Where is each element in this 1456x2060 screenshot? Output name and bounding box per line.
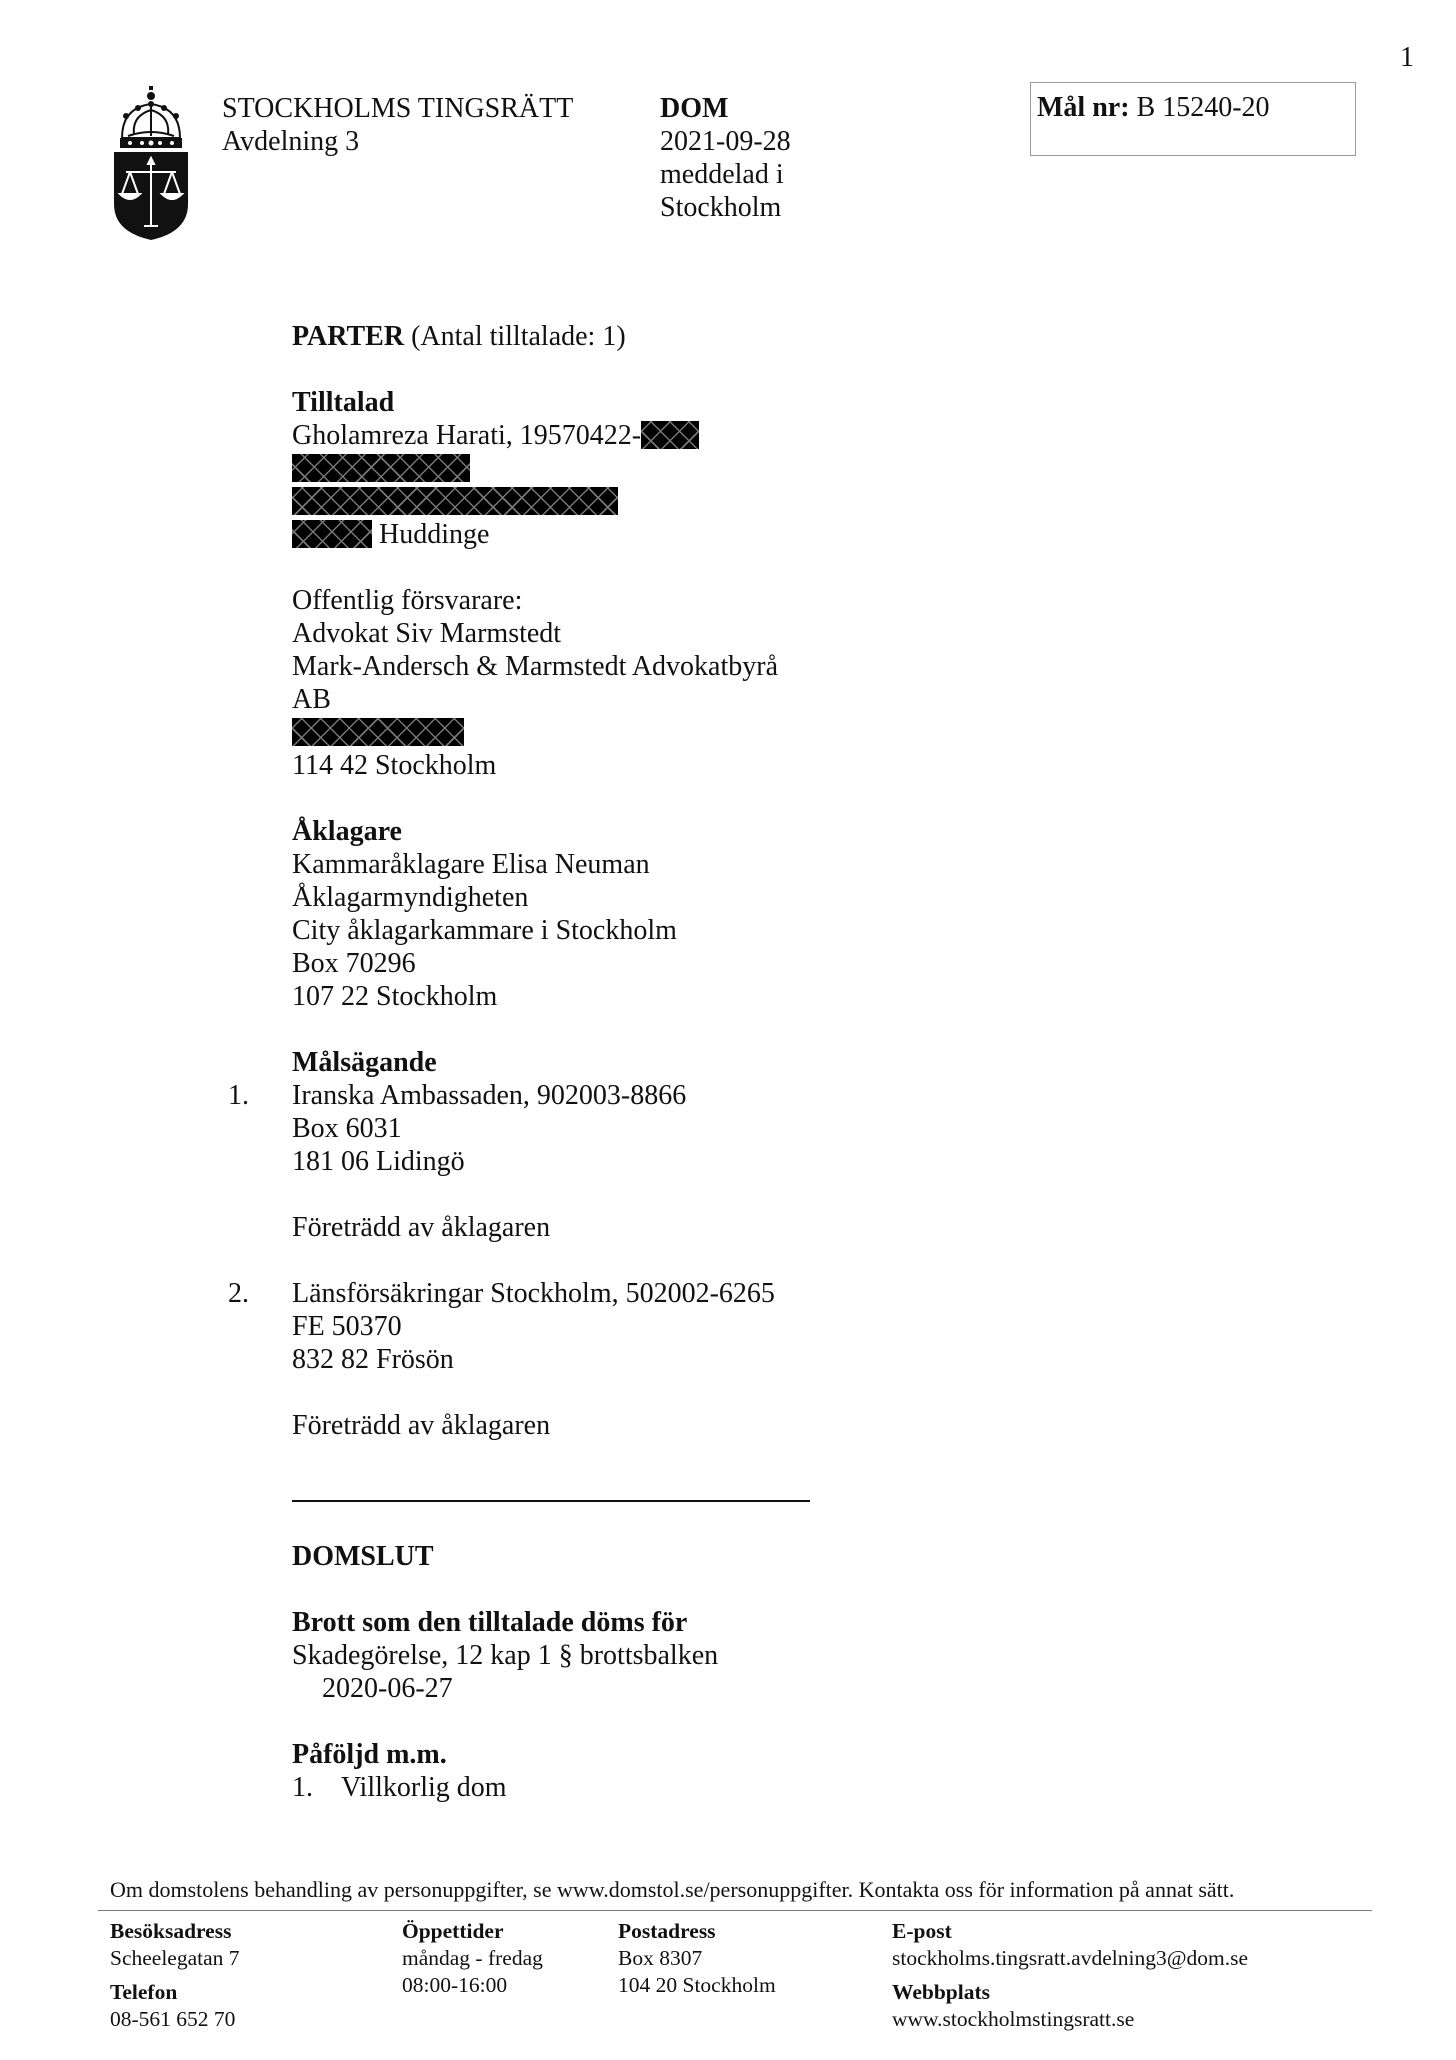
hours-days: måndag - fredag <box>402 1946 543 1970</box>
issued-line-1: meddelad i <box>660 159 784 190</box>
defendant-address-line-1 <box>292 452 1192 485</box>
email-label: E-post <box>892 1919 952 1943</box>
plaintiff-representation: Företrädd av åklagaren <box>292 1212 551 1243</box>
prosecutor-line: Åklagarmyndigheten <box>292 882 529 913</box>
defender-firm-1: Mark-Andersch & Marmstedt Advokatbyrå <box>292 651 778 682</box>
defendant-name-line <box>292 419 1192 452</box>
plaintiff-representation: Företrädd av åklagaren <box>292 1410 551 1441</box>
case-number: B 15240-20 <box>1136 92 1270 123</box>
plaintiff-line: 181 06 Lidingö <box>292 1146 465 1177</box>
document-header <box>660 92 791 224</box>
plaintiff-number: 2. <box>228 1278 249 1309</box>
case-label: Mål nr: <box>1037 92 1130 123</box>
court-division: Avdelning 3 <box>222 126 360 157</box>
visit-label: Besöksadress <box>110 1919 232 1943</box>
plaintiff-line: Länsförsäkringar Stockholm, 502002-6265 <box>292 1278 775 1309</box>
prosecutor-line: City åklagarkammare i Stockholm <box>292 915 677 946</box>
plaintiff-1 <box>228 1079 1192 1244</box>
post-box: Box 8307 <box>618 1946 703 1970</box>
court-crest-icon <box>108 86 194 242</box>
phone-label: Telefon <box>110 1980 178 2004</box>
prosecutor-line: 107 22 Stockholm <box>292 981 498 1012</box>
sanction-label: Påföljd m.m. <box>292 1739 447 1770</box>
hours-label: Öppettider <box>402 1919 504 1943</box>
redaction-block <box>292 454 470 482</box>
parties-heading <box>292 320 1192 353</box>
post-label: Postadress <box>618 1919 716 1943</box>
email-link[interactable]: stockholms.tingsratt.avdelning3@dom.se <box>892 1946 1248 1970</box>
footer-visit-column <box>110 1918 240 2033</box>
defendant-name: Gholamreza Harati, 19570422- <box>292 420 642 451</box>
post-city: 104 20 Stockholm <box>618 1973 776 1997</box>
redaction-block <box>292 718 464 746</box>
redaction-block <box>292 520 372 548</box>
hours-time: 08:00-16:00 <box>402 1973 508 1997</box>
defender-firm-2: AB <box>292 684 331 715</box>
document-date: 2021-09-28 <box>660 126 791 157</box>
phone-number: 08-561 652 70 <box>110 2007 236 2031</box>
prosecutor-line: Kammaråklagare Elisa Neuman <box>292 849 650 880</box>
plaintiff-number: 1. <box>228 1080 249 1111</box>
verdict-heading: DOMSLUT <box>292 1541 434 1572</box>
parties-title: PARTER <box>292 321 405 352</box>
plaintiff-line: Iranska Ambassaden, 902003-8866 <box>292 1080 687 1111</box>
plaintiff-line: 832 82 Frösön <box>292 1344 454 1375</box>
defender-name: Advokat Siv Marmstedt <box>292 618 562 649</box>
defendant-label: Tilltalad <box>292 387 395 418</box>
plaintiff-line: Box 6031 <box>292 1113 402 1144</box>
crime-description: Skadegörelse, 12 kap 1 § brottsbalken <box>292 1640 719 1671</box>
footer-post-column <box>618 1918 776 1999</box>
footer-hours-column <box>402 1918 543 1999</box>
plaintiff-label: Målsägande <box>292 1047 437 1078</box>
redaction-block <box>292 487 618 515</box>
case-number-box <box>1030 82 1356 156</box>
web-link[interactable]: www.stockholmstingsratt.se <box>892 2007 1135 2031</box>
defender-address <box>292 716 1192 749</box>
page-number: 1 <box>1400 42 1414 73</box>
crime-date: 2020-06-27 <box>322 1673 453 1704</box>
defendant-address-line-2 <box>292 485 1192 518</box>
parties-note: (Antal tilltalade: 1) <box>411 321 626 352</box>
defendant-city: Huddinge <box>379 519 490 550</box>
footer-divider <box>98 1910 1372 1911</box>
prosecutor-line: Box 70296 <box>292 948 416 979</box>
document-type: DOM <box>660 93 729 124</box>
sanction-number: 1. <box>292 1772 313 1803</box>
redaction-block <box>641 421 699 449</box>
defendant-address-line-3 <box>292 518 1192 551</box>
visit-address: Scheelegatan 7 <box>110 1946 240 1970</box>
issued-line-2: Stockholm <box>660 192 782 223</box>
crime-label: Brott som den tilltalade döms för <box>292 1607 688 1638</box>
footer-contact-column <box>892 1918 1248 2033</box>
defender-city: 114 42 Stockholm <box>292 750 497 781</box>
defender-label: Offentlig försvarare: <box>292 585 523 616</box>
sanction-text: Villkorlig dom <box>341 1772 507 1803</box>
privacy-notice: Om domstolens behandling av personuppgifter, se www.domstol.se/personuppgifter. Kontakta oss för information på annat sätt. <box>110 1877 1235 1902</box>
sanction-item <box>292 1771 1192 1804</box>
plaintiff-line: FE 50370 <box>292 1311 402 1342</box>
prosecutor-label: Åklagare <box>292 816 402 847</box>
main-content <box>228 320 1192 1804</box>
web-label: Webbplats <box>892 1980 990 2004</box>
plaintiff-2 <box>228 1277 1192 1442</box>
court-name: STOCKHOLMS TINGSRÄTT <box>222 93 574 124</box>
court-header <box>222 92 573 158</box>
